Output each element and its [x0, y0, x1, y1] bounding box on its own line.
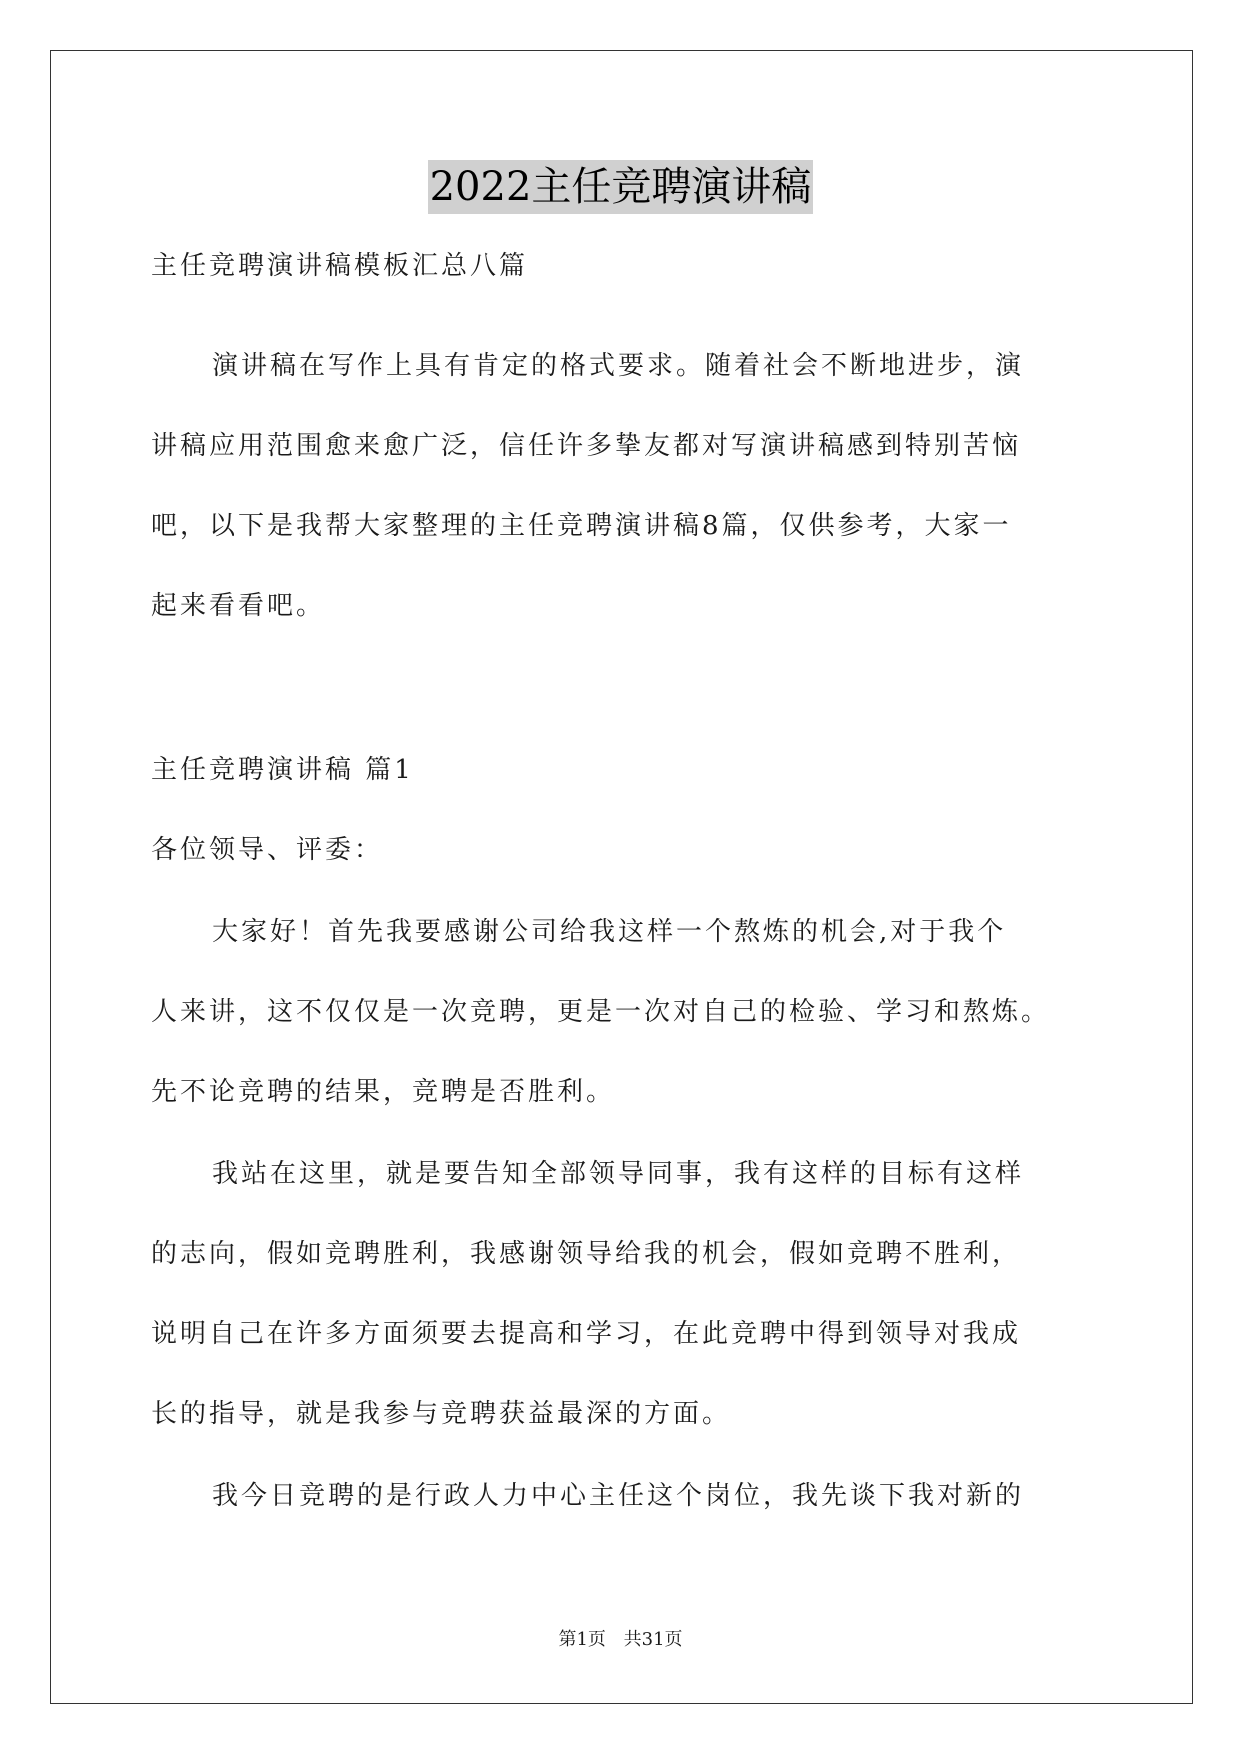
paragraph-line: 演讲稿在写作上具有肯定的格式要求。随着社会不断地进步，演 [212, 351, 1025, 381]
page-number: 第1页 [558, 1629, 606, 1650]
paragraph-line: 人来讲，这不仅仅是一次竞聘，更是一次对自己的检验、学习和熬炼。 [151, 997, 1051, 1027]
page-total: 共31页 [623, 1629, 683, 1650]
document-title-text: 2022主任竞聘演讲稿 [428, 160, 814, 214]
section-heading: 主任竞聘演讲稿 篇1 [151, 755, 414, 785]
paragraph-line: 我站在这里，就是要告知全部领导同事，我有这样的目标有这样 [212, 1159, 1025, 1189]
paragraph-line: 先不论竞聘的结果，竞聘是否胜利。 [151, 1077, 616, 1107]
salutation-line: 各位领导、评委： [151, 835, 384, 865]
paragraph-line: 的志向，假如竞聘胜利，我感谢领导给我的机会，假如竞聘不胜利， [151, 1239, 1022, 1269]
paragraph-line: 说明自己在许多方面须要去提高和学习，在此竞聘中得到领导对我成 [151, 1319, 1022, 1349]
paragraph-line: 大家好！首先我要感谢公司给我这样一个熬炼的机会,对于我个 [212, 917, 1007, 947]
document-title [0, 160, 1241, 216]
paragraph-line: 讲稿应用范围愈来愈广泛，信任许多挚友都对写演讲稿感到特别苦恼 [151, 431, 1022, 461]
page-border [50, 50, 1193, 1704]
paragraph-line: 起来看看吧。 [151, 591, 326, 621]
paragraph-line: 我今日竞聘的是行政人力中心主任这个岗位，我先谈下我对新的 [212, 1481, 1025, 1511]
paragraph-line: 吧，以下是我帮大家整理的主任竞聘演讲稿8篇，仅供参考，大家一 [151, 511, 1012, 541]
subtitle-line: 主任竞聘演讲稿模板汇总八篇 [151, 251, 529, 281]
paragraph-line: 长的指导，就是我参与竞聘获益最深的方面。 [151, 1399, 732, 1429]
page-footer [0, 1628, 1241, 1652]
